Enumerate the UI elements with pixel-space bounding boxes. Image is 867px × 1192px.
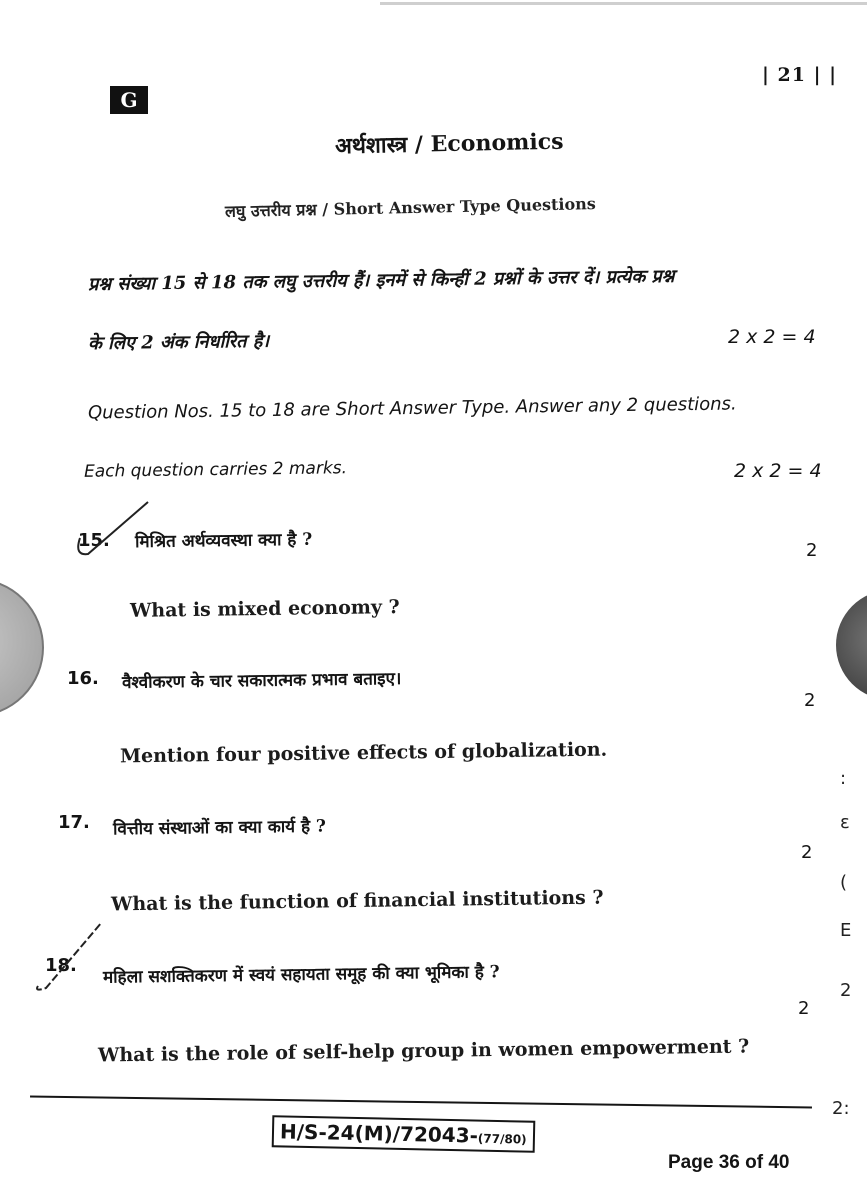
question-18-number: 18.	[45, 955, 77, 976]
question-17-hindi: वित्तीय संस्थाओं का क्या कार्य है ?	[112, 816, 327, 840]
page-number: | 21 | |	[762, 64, 838, 86]
question-15-number: 15.	[78, 530, 110, 551]
punch-hole-right	[836, 590, 867, 700]
question-18-english: What is the role of self-help group in women empowerment ?	[97, 1035, 750, 1067]
question-16-english: Mention four positive effects of globalization.	[119, 738, 608, 768]
marks-formula-hindi: 2 x 2 = 4	[728, 326, 816, 348]
question-17-number: 17.	[58, 812, 90, 833]
question-15-marks: 2	[806, 540, 818, 561]
question-15-hindi: मिश्रित अर्थव्यवस्था क्या है ?	[134, 529, 313, 553]
edge-bleed-char: (	[840, 872, 848, 893]
edge-bleed-char: ɛ	[840, 812, 850, 833]
question-18-hindi: महिला सशक्तिकरण में स्वयं सहायता समूह की क्या भूमिका है ?	[102, 962, 500, 988]
check-mark-icon	[32, 918, 112, 994]
instruction-english-line2: Each question carries 2 marks.	[83, 458, 348, 482]
question-16-marks: 2	[804, 690, 816, 711]
paper-code-suffix: (77/80)	[477, 1131, 527, 1147]
paper-code-main: H/S-24(M)/72043-	[279, 1119, 479, 1148]
page-title: अर्थशास्त्र / Economics	[334, 128, 564, 160]
question-17-english: What is the function of financial institutions ?	[110, 886, 604, 916]
footer-rule	[30, 1096, 812, 1109]
edge-bleed-char: 2	[840, 980, 852, 1001]
question-16-number: 16.	[67, 668, 99, 689]
edge-bleed-char: :	[840, 768, 847, 789]
scan-edge-line	[380, 2, 867, 5]
question-16-hindi: वैश्वीकरण के चार सकारात्मक प्रभाव बताइए।	[121, 669, 402, 693]
marks-formula-english: 2 x 2 = 4	[734, 460, 822, 482]
page-info: Page 36 of 40	[668, 1152, 790, 1173]
set-code-badge: G	[110, 86, 148, 114]
paper-code	[272, 1115, 535, 1152]
question-18-marks: 2	[798, 998, 810, 1019]
question-17-marks: 2	[801, 842, 813, 863]
edge-bleed-char: 2:	[832, 1098, 850, 1119]
edge-bleed-char: E	[840, 920, 852, 941]
instruction-hindi-line2: के लिए 2 अंक निर्धारित है।	[87, 330, 270, 355]
instruction-hindi-line1: प्रश्न संख्या 15 से 18 तक लघु उत्तरीय हैं। इनमें से किन्हीं 2 प्रश्नों के उत्तर दें। प्रत्येक प्रश्न	[87, 265, 675, 296]
section-subtitle: लघु उत्तरीय प्रश्न / Short Answer Type Questions	[224, 194, 596, 221]
punch-hole-left	[0, 578, 44, 717]
instruction-english-line1: Question Nos. 15 to 18 are Short Answer Type. Answer any 2 questions.	[87, 393, 737, 424]
question-15-english: What is mixed economy ?	[129, 596, 400, 622]
